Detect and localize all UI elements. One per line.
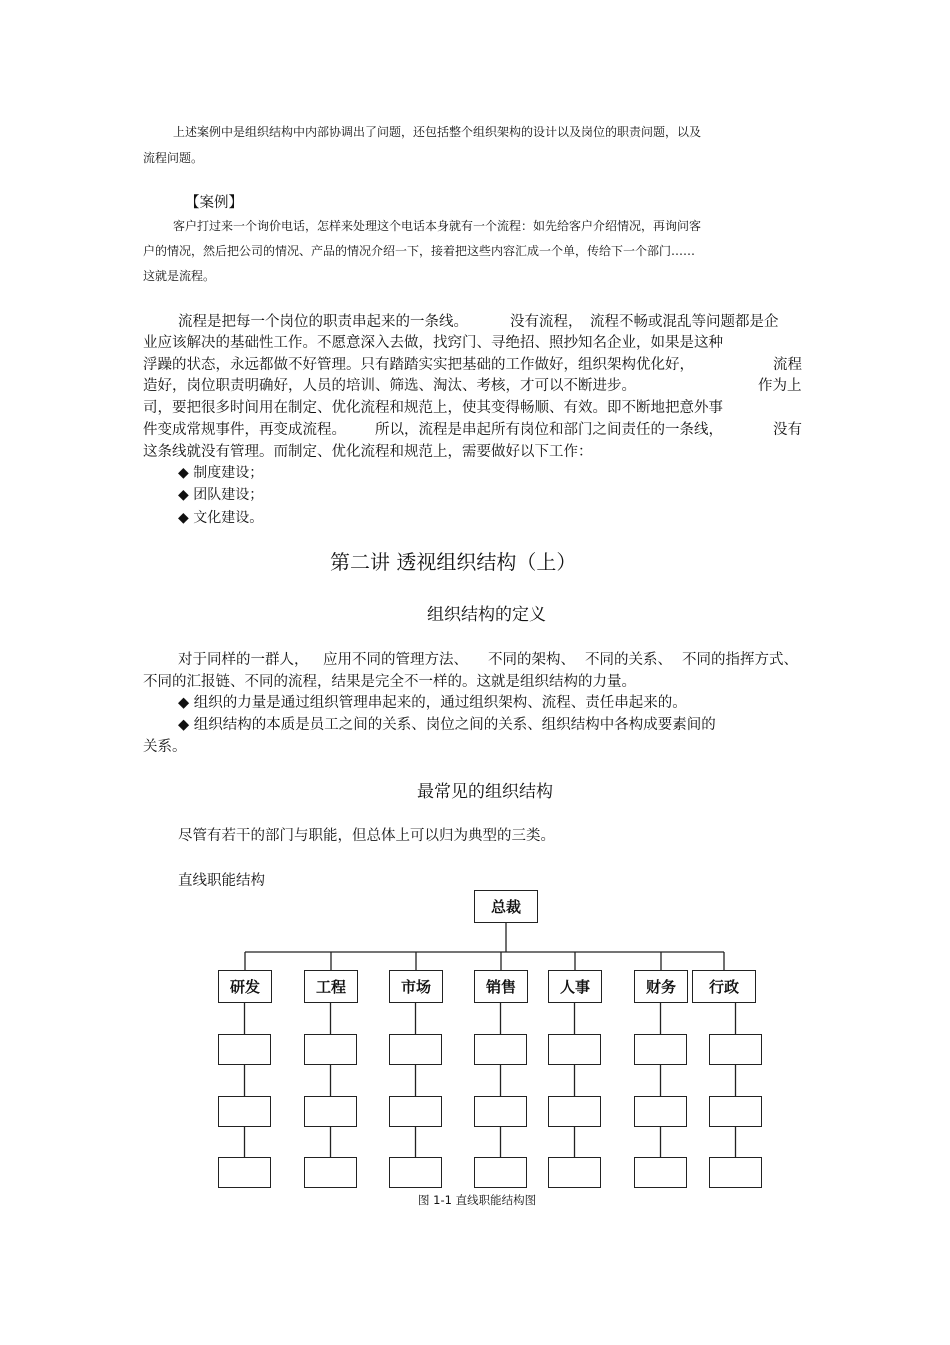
definition-bullet-1: ◆ 组织的力量是通过组织管理串起来的，通过组织架构、流程、责任串起来的。 bbox=[178, 695, 687, 711]
sub-unit-box bbox=[474, 1096, 527, 1127]
case-line-2: 户的情况，然后把公司的情况、产品的情况介绍一下，接着把这些内容汇成一个单，传给下一个部门…… bbox=[143, 244, 696, 258]
org-root-box: 总裁 bbox=[474, 890, 538, 923]
sub-unit-box bbox=[709, 1096, 762, 1127]
process-line-1b: 没有流程， bbox=[510, 314, 583, 330]
sub-unit-box bbox=[548, 1096, 601, 1127]
process-line-3a: 浮躁的状态，永远都做不好管理。只有踏踏实实把基础的工作做好，组织架构优化好， bbox=[143, 357, 694, 373]
sub-unit-box bbox=[218, 1096, 271, 1127]
intro-line-1: 上述案例中是组织结构中内部协调出了问题，还包括整个组织架构的设计以及岗位的职责问题，以及 bbox=[173, 125, 702, 139]
sub-unit-box bbox=[634, 1034, 687, 1065]
bullet-team: ◆ 团队建设； bbox=[178, 487, 264, 503]
sub-unit-box bbox=[389, 1157, 442, 1188]
department-box: 研发 bbox=[218, 970, 272, 1003]
case-line-1: 客户打过来一个询价电话，怎样来处理这个电话本身就有一个流程：如先给客户介绍情况，再询问客 bbox=[173, 219, 702, 233]
sub-unit-box bbox=[304, 1034, 357, 1065]
definition-line-1a: 对于同样的一群人， bbox=[178, 652, 309, 668]
process-line-5: 司，要把很多时间用在制定、优化流程和规范上，使其变得畅顺、有效。即不断地把意外事 bbox=[143, 400, 723, 416]
case-line-3: 这就是流程。 bbox=[143, 269, 216, 283]
process-line-4a: 造好，岗位职责明确好，人员的培训、筛选、淘汰、考核，才可以不断进步。 bbox=[143, 378, 636, 394]
sub-unit-box bbox=[709, 1157, 762, 1188]
sub-unit-box bbox=[218, 1034, 271, 1065]
definition-bullet-2: ◆ 组织结构的本质是员工之间的关系、岗位之间的关系、组织结构中各构成要素间的 bbox=[178, 717, 716, 733]
department-box: 财务 bbox=[634, 970, 688, 1003]
sub-unit-box bbox=[548, 1034, 601, 1065]
definition-line-2: 不同的汇报链、不同的流程，结果是完全不一样的。这就是组织结构的力量。 bbox=[143, 674, 636, 690]
sub-unit-box bbox=[389, 1096, 442, 1127]
sub-unit-box bbox=[389, 1034, 442, 1065]
department-box: 行政 bbox=[692, 970, 756, 1003]
process-line-3b: 流程 bbox=[773, 357, 802, 373]
process-line-6a: 件变成常规事件，再变成流程。 bbox=[143, 422, 346, 438]
case-heading: 【案例】 bbox=[185, 195, 243, 211]
process-line-1a: 流程是把每一个岗位的职责串起来的一条线。 bbox=[178, 314, 468, 330]
definition-bullet-2-cont: 关系。 bbox=[143, 739, 187, 755]
sub-unit-box bbox=[548, 1157, 601, 1188]
sub-unit-box bbox=[218, 1157, 271, 1188]
definition-line-1e: 不同的指挥方式、 bbox=[682, 652, 798, 668]
sub-unit-box bbox=[474, 1034, 527, 1065]
sub-unit-box bbox=[634, 1157, 687, 1188]
definition-heading: 组织结构的定义 bbox=[427, 605, 546, 625]
sub-unit-box bbox=[304, 1157, 357, 1188]
common-heading: 最常见的组织结构 bbox=[417, 782, 553, 802]
process-line-4b: 作为上 bbox=[758, 378, 802, 394]
definition-line-1d: 不同的关系、 bbox=[585, 652, 672, 668]
sub-unit-box bbox=[304, 1096, 357, 1127]
bullet-culture: ◆ 文化建设。 bbox=[178, 510, 264, 526]
bullet-system: ◆ 制度建设； bbox=[178, 465, 264, 481]
process-line-7: 这条线就没有管理。而制定、优化流程和规范上，需要做好以下工作： bbox=[143, 444, 593, 460]
sub-unit-box bbox=[474, 1157, 527, 1188]
sub-unit-box bbox=[634, 1096, 687, 1127]
common-text: 尽管有若干的部门与职能，但总体上可以归为典型的三类。 bbox=[178, 828, 555, 844]
process-line-2: 业应该解决的基础性工作。不愿意深入去做，找窍门、寻绝招、照抄知名企业，如果是这种 bbox=[143, 335, 723, 351]
department-box: 人事 bbox=[548, 970, 602, 1003]
definition-line-1c: 不同的架构、 bbox=[488, 652, 575, 668]
process-line-6b: 所以，流程是串起所有岗位和部门之间责任的一条线， bbox=[375, 422, 723, 438]
lecture-title: 第二讲 透视组织结构（上） bbox=[330, 550, 577, 574]
intro-line-2: 流程问题。 bbox=[143, 151, 204, 165]
sub-unit-box bbox=[709, 1034, 762, 1065]
definition-line-1b: 应用不同的管理方法、 bbox=[323, 652, 468, 668]
process-line-1c: 流程不畅或混乱等问题都是企 bbox=[590, 314, 779, 330]
process-line-6c: 没有 bbox=[773, 422, 802, 438]
chart-label: 直线职能结构 bbox=[178, 873, 265, 889]
department-box: 销售 bbox=[474, 970, 528, 1003]
department-box: 工程 bbox=[304, 970, 358, 1003]
figure-caption: 图 1-1 直线职能结构图 bbox=[418, 1193, 537, 1207]
department-box: 市场 bbox=[389, 970, 443, 1003]
